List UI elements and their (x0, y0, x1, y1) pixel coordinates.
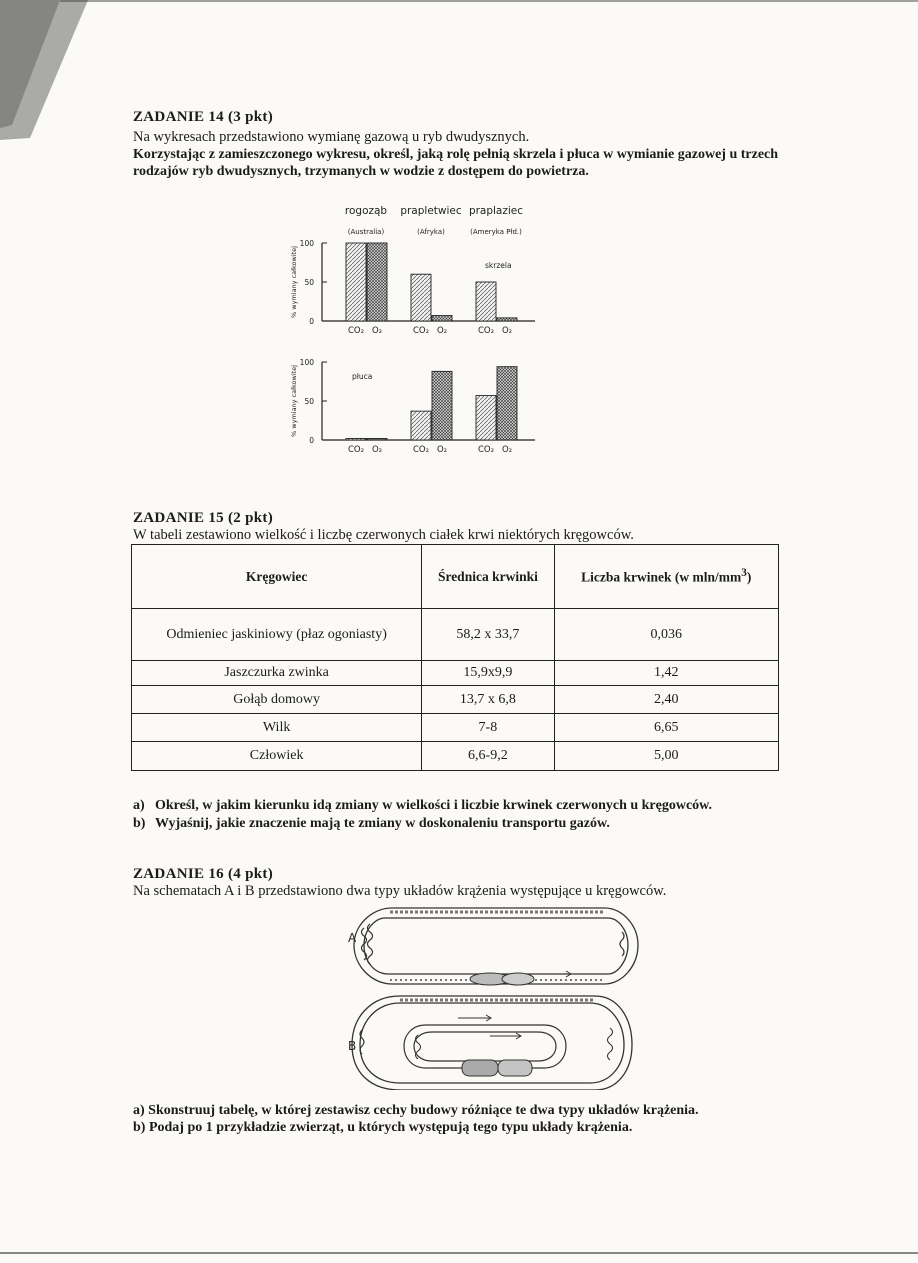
species-label: praplaziec (468, 205, 524, 217)
x-tick-label: O₂ (501, 445, 513, 455)
superscript: 3 (741, 567, 747, 580)
bar-co2 (411, 411, 431, 440)
task15-question-a: a) Określ, w jakim kierunku idą zmiany w wielkości i liczbie krwinek czerwonych u kręgowców. (133, 798, 713, 813)
red-blood-cell-table (131, 544, 779, 771)
x-tick-label: O₂ (436, 326, 448, 336)
lungfish-gas-exchange-chart (280, 200, 550, 462)
x-tick-label: CO₂ (477, 326, 495, 336)
table-cell: 1,42 (554, 661, 778, 686)
table-cell: 7-8 (422, 714, 554, 742)
table-cell: Odmieniec jaskiniowy (płaz ogoniasty) (132, 609, 422, 661)
x-tick-label: CO₂ (412, 326, 430, 336)
table-cell: Jaszczurka zwinka (132, 661, 422, 686)
x-tick-label: O₂ (371, 445, 383, 455)
bar-co2 (476, 396, 496, 440)
x-tick-label: CO₂ (347, 445, 365, 455)
scan-edge-top (60, 0, 918, 2)
x-tick-label: CO₂ (477, 445, 495, 455)
table-cell: 2,40 (554, 686, 778, 714)
circulation-diagram (340, 900, 640, 1090)
table-header-cell: Kręgowiec (132, 545, 422, 609)
bar-co2 (346, 438, 366, 440)
task16-question-a: a) Skonstruuj tabelę, w której zestawisz cechy budowy różniące te dwa typy układów krążenia. (133, 1103, 699, 1118)
table-cell: Wilk (132, 714, 422, 742)
y-tick-label: 50 (304, 397, 314, 406)
task14-intro: Na wykresach przedstawiono wymianę gazową u ryb dwudysznych. (133, 129, 530, 145)
bar-o2 (432, 316, 452, 321)
scan-edge-bottom (0, 1252, 918, 1254)
chart-panel-title: płuca (352, 372, 373, 381)
table-header-cell: Liczba krwinek (w mln/$mm^3$) (554, 545, 778, 609)
x-tick-label: O₂ (501, 326, 513, 336)
table-cell: 13,7 x 6,8 (422, 686, 554, 714)
single-circulation-loop (354, 908, 638, 985)
species-region-label: (Australia) (347, 228, 385, 236)
diagram-label-b: B (348, 1039, 357, 1053)
table-row (132, 661, 779, 686)
species-region-label: (Ameryka Płd.) (470, 228, 522, 236)
table-cell: Gołąb domowy (132, 686, 422, 714)
table-row (132, 609, 779, 661)
bar-co2 (476, 282, 496, 321)
x-tick-label: CO₂ (412, 445, 430, 455)
species-region-label: (Afryka) (417, 228, 445, 236)
species-label: prapletwiec (400, 205, 462, 217)
task15-title: ZADANIE 15 (2 pkt) (133, 510, 273, 526)
x-tick-label: O₂ (436, 445, 448, 455)
y-tick-label: 50 (304, 278, 314, 287)
y-axis-label: % wymiany całkowitej (290, 246, 298, 318)
table-cell: 15,9x9,9 (422, 661, 554, 686)
task15-question-b: b) Wyjaśnij, jakie znaczenie mają te zmiany w doskonaleniu transportu gazów. (133, 816, 610, 831)
y-tick-label: 100 (299, 239, 314, 248)
table-cell: 6,65 (554, 714, 778, 742)
table-cell: 0,036 (554, 609, 778, 661)
table-row (132, 686, 779, 714)
y-tick-label: 0 (309, 436, 314, 445)
task16-intro: Na schematach A i B przedstawiono dwa typy układów krążenia występujące u kręgowców. (133, 883, 667, 899)
y-tick-label: 0 (309, 317, 314, 326)
table-cell: Człowiek (132, 742, 422, 771)
table-cell: 58,2 x 33,7 (422, 609, 554, 661)
task14-instruction-2: rodzajów ryb dwudysznych, trzymanych w wodzie z dostępem do powietrza. (133, 164, 589, 179)
task15-intro: W tabeli zestawiono wielkość i liczbę czerwonych ciałek krwi niektórych kręgowców. (133, 527, 634, 543)
table-cell: 6,6-9,2 (422, 742, 554, 771)
chart-panel-title: skrzela (485, 261, 512, 270)
scan-shadow-corner (0, 0, 90, 140)
bar-o2 (367, 438, 387, 440)
bar-co2 (346, 243, 366, 321)
table-header-row (132, 545, 779, 609)
task16-question-b: b) Podaj po 1 przykładzie zwierząt, u których występują tego typu układy krążenia. (133, 1120, 633, 1135)
bar-o2 (497, 367, 517, 440)
y-axis-label: % wymiany całkowitej (290, 365, 298, 437)
table-row (132, 742, 779, 771)
task14-title: ZADANIE 14 (3 pkt) (133, 109, 273, 125)
bar-o2 (432, 371, 452, 440)
table-row (132, 714, 779, 742)
diagram-label-a: A (348, 931, 357, 945)
y-tick-label: 100 (299, 358, 314, 367)
species-label: rogoząb (344, 205, 388, 217)
task14-instruction-1: Korzystając z zamieszczonego wykresu, określ, jaką rolę pełnią skrzela i płuca w wymianie gazowej u trzech (133, 147, 779, 162)
x-tick-label: O₂ (371, 326, 383, 336)
bar-co2 (411, 274, 431, 321)
x-tick-label: CO₂ (347, 326, 365, 336)
table-header-cell: Średnica krwinki (422, 545, 554, 609)
task16-title: ZADANIE 16 (4 pkt) (133, 866, 273, 882)
bar-o2 (497, 318, 517, 321)
table-cell: 5,00 (554, 742, 778, 771)
bar-o2 (367, 243, 387, 321)
double-circulation-loops (352, 996, 632, 1090)
